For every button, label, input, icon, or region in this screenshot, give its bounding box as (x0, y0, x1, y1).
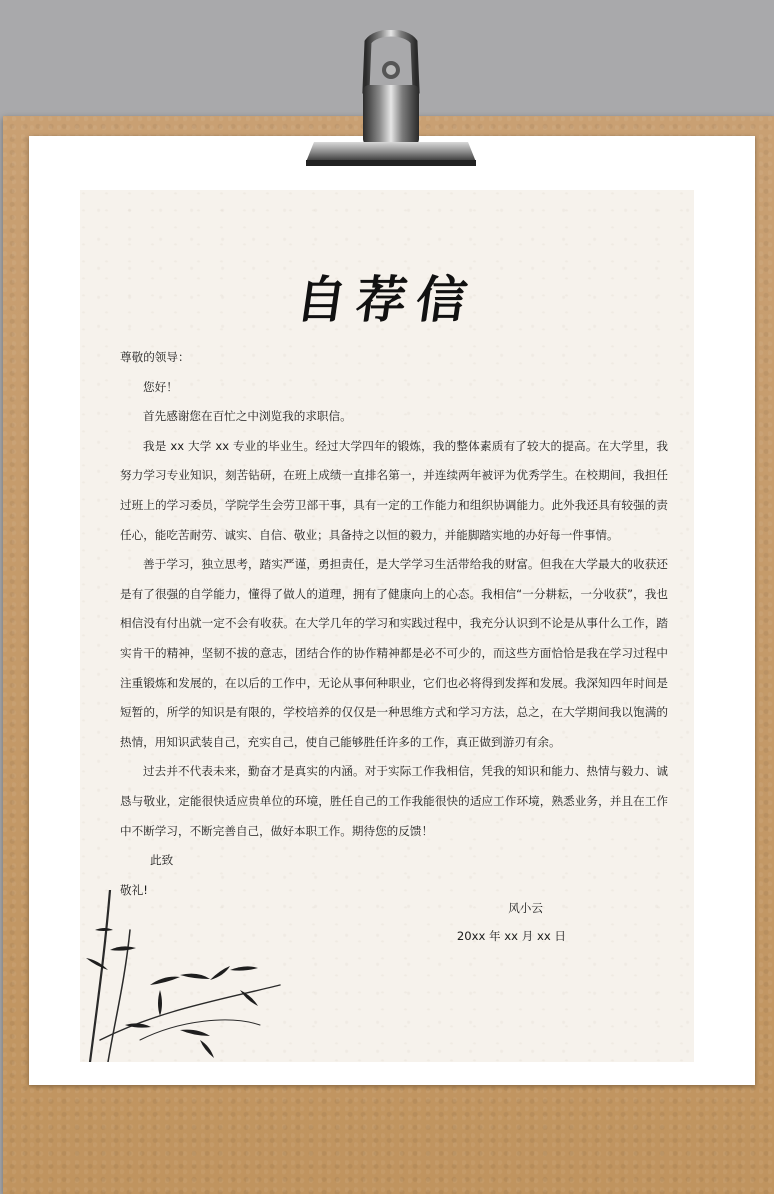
hello-line: 您好！ (143, 379, 178, 394)
closing-jing-li: 敬礼! (120, 882, 148, 897)
page-title: 自荐信 (292, 270, 481, 329)
greeting: 尊敬的领导： (120, 350, 190, 364)
paragraph-2: 我是 xx 大学 xx 专业的毕业生。经过大学四年的锻炼，我的整体素质有了较大的提高。在大学里，我努力学习专业知识，刻苦钻研，在班上成绩一直排名第一，并连续两年被评为优秀学生。在校期间，我担任过班上的学习委员，学院学生会劳卫部干事，具有一定的工作能力和组织协调能力。此外我还具有较强的责任心，能吃苦耐劳、诚实、自信、敬业；具备持之以恒的毅力，并能脚踏实地的办好每一件事情。 (120, 438, 668, 542)
paragraph-4: 过去并不代表未来，勤奋才是真实的内涵。对于实际工作我相信，凭我的知识和能力、热情与毅力、诚恳与敬业，定能很快适应贵单位的环境，胜任自己的工作我能很快的适应工作环境，熟悉业务，并且在工作中不断学习，不断完善自己，做好本职工作。期待您的反馈！ (120, 764, 668, 838)
binder-clip-icon (306, 30, 476, 175)
letter-body (120, 343, 668, 905)
closing-ci-zhi: 此致 (150, 853, 174, 868)
letter-paper (80, 190, 694, 1062)
paragraph-3: 善于学习，独立思考，踏实严谨，勇担责任，是大学学习生活带给我的财富。但我在大学最大的收获还是有了很强的自学能力，懂得了做人的道理，拥有了健康向上的心态。我相信“一分耕耘，一分收获”，我也相信没有付出就一定不会有收获。在大学几年的学习和实践过程中，我充分认识到不论是从事什么工作，踏实肯干的精神，坚韧不拔的意志，团结合作的协作精神都是必不可少的，而这些方面恰恰是我在学习过程中注重锻炼和发展的，在以后的工作中，无论从事何种职业，它们也必将得到发挥和发展。我深知四年时间是短暂的，所学的知识是有限的，学校培养的仅仅是一种思维方式和学习方法，总之，在大学期间我以饱满的热情，用知识武装自己，充实自己，使自己能够胜任许多的工作，真正做到游刃有余。 (120, 557, 668, 749)
bamboo-ink-icon (80, 890, 320, 1062)
signature-date: 20xx 年 xx 月 xx 日 (456, 929, 566, 943)
signature-name: 风小云 (508, 901, 543, 915)
paragraph-1: 首先感谢您在百忙之中浏览我的求职信。 (143, 409, 352, 424)
